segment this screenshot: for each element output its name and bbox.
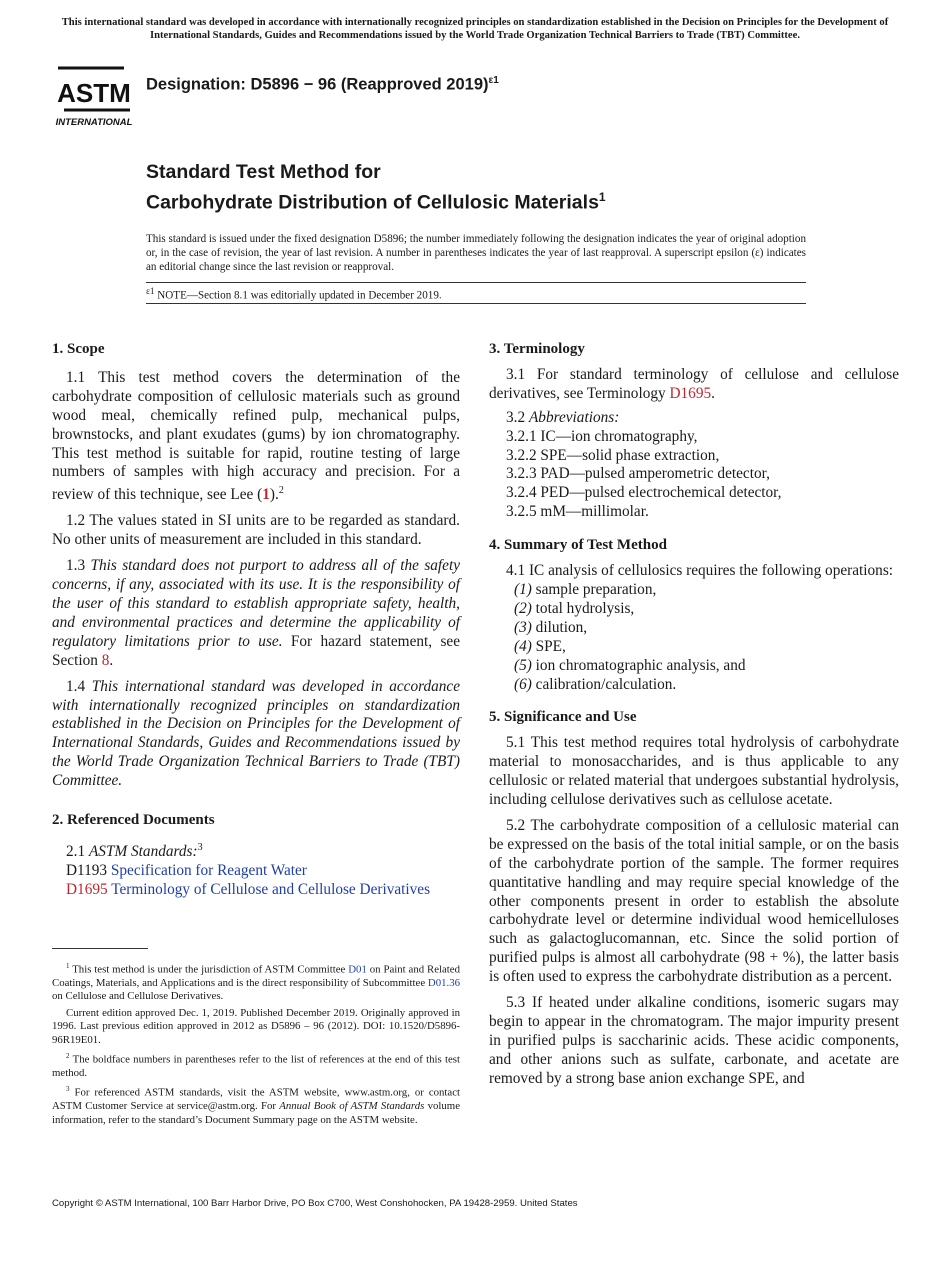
logo-sub: INTERNATIONAL xyxy=(55,117,133,128)
step-item: (4) SPE, xyxy=(514,637,566,655)
footnotes xyxy=(52,960,460,1127)
left-column xyxy=(52,340,460,900)
right-column xyxy=(489,340,899,1089)
section-heading-summary: 4. Summary of Test Method xyxy=(489,537,667,554)
step-item: (2) total hydrolysis, xyxy=(514,599,635,617)
abbr-item: 3.2.2 SPE—solid phase extraction, xyxy=(506,446,720,464)
section-heading-terminology: 3. Terminology xyxy=(489,341,585,357)
divider xyxy=(146,282,806,283)
designation: Designation: D5896 − 96 (Reapproved 2019)$^{\varepsilon 1}$ xyxy=(146,75,499,94)
abbr-item: 3.2.4 PED—pulsed electrochemical detector, xyxy=(506,484,782,502)
footnote-edition: Current edition approved Dec. 1, 2019. Published December 2019. Originally approved in 1996. Last previous edition approved in 2012 as D5896 – 96 (2012). DOI: 10.1520/D5896-96R19E01. xyxy=(52,1006,460,1046)
abbr-item: 3.2.1 IC—ion chromatography, xyxy=(506,427,698,445)
para-1-3: 1.3 This standard does not purport to address all of the safety concerns, if any, associated with its use. It is the responsibility of the user of this standard to establish appropriate safety, health, and environmental practices and determine the applicability of regulatory limitations prior to use. For hazard statement, see Section 8. xyxy=(52,557,461,669)
astm-logo xyxy=(54,58,134,130)
para-3-1: 3.1 For standard terminology of cellulose and cellulose derivatives, see Terminology D1695. xyxy=(489,365,899,402)
section-8-link[interactable]: 8 xyxy=(101,651,110,669)
para-5-1: 5.1 This test method requires total hydrolysis of carbohydrate material to monosaccharides, and is thus applicable to any cellulosic or related material that undergoes substantial hydrolysis, including cellulose derivatives such as cellulose acetate. xyxy=(489,734,899,809)
d1695-terminology-link[interactable]: D1695 xyxy=(669,384,712,402)
para-4-1: 4.1 IC analysis of cellulosics requires the following operations: xyxy=(506,562,894,580)
d1193-link[interactable]: Specification for Reagent Water xyxy=(110,861,307,879)
para-5-2: 5.2 The carbohydrate composition of a cellulosic material can be expressed on the basis of the total initial sample, or on the basis of the carbohydrate portion of the sample. The former requires quantitative handling and may require special knowledge of the other components present in order to establish the absolute carbohydrate level or determine individual wood hemicelluloses such as galactoglucomannan, etc. Since the solid portion of purified pulps is almost all carbohydrate (98 + %), the latter basis is often used to express the carbohydrate distribution as a percent. xyxy=(489,816,899,986)
d1695-code-link[interactable]: D1695 xyxy=(66,880,108,898)
title-line-1: Standard Test Method for xyxy=(146,161,381,183)
issued-under-statement: This standard is issued under the fixed designation D5896; the number immediately following the designation indicates the year of original adoption or, in the case of revision, the year of last revision. A number in parentheses indicates the year of last reapproval. A superscript epsilon (ε) indicates an editorial change since the last revision or reapproval. xyxy=(146,233,806,274)
abbr-item: 3.2.5 mM—millimolar. xyxy=(506,503,649,521)
d01-36-link[interactable]: D01.36 xyxy=(427,977,460,989)
ref-d1193: D1193 Specification for Reagent Water xyxy=(66,861,307,879)
abbr-item: 3.2.3 PAD—pulsed amperometric detector, xyxy=(506,465,770,483)
para-1-4: 1.4 This international standard was developed in accordance with internationally recognized principles on standardization established in the Decision on Principles for the Development of International Standards, Guides and Recommendations issued by the World Trade Organization Technical Barriers to Trade (TBT) Committee. xyxy=(52,677,460,790)
footnote-rule xyxy=(52,948,148,949)
d01-link[interactable]: D01 xyxy=(348,963,367,976)
step-item: (1) sample preparation, xyxy=(514,580,657,598)
footnote-1: $^1$ This test method is under the jurisdiction of ASTM Committee D01 on Paint and Related Coatings, Materials, and Applications and is the direct responsibility of Subcommittee D01.36 on Cellulose and Cellulose Derivatives. xyxy=(52,962,460,1003)
copyright-footer: Copyright © ASTM International, 100 Barr Harbor Drive, PO Box C700, West Conshohocken, PA 19428-2959. United States xyxy=(52,1198,578,1209)
para-5-3: 5.3 If heated under alkaline conditions, isomeric sugars may begin to appear in the chromatogram. The major impurity present in purified pulps is saccharinic acids. These acidic components, and other anions such as sulfate, carbonate, and acetate are removed by a strong base anion exchange SPE, and xyxy=(489,994,899,1087)
footnote-3: $^3$ For referenced ASTM standards, visit the ASTM website, www.astm.org, or contact ASTM Customer Service at service@astm.org. For Annual Book of ASTM Standards volume information, refer to the standard’s Document Summary page on the ASTM website. xyxy=(52,1085,460,1126)
section-heading-significance: 5. Significance and Use xyxy=(489,709,637,726)
editorial-note: $^{\varepsilon 1}$ NOTE—Section 8.1 was editorially updated in December 2019. xyxy=(146,287,442,302)
step-item: (5) ion chromatographic analysis, and xyxy=(514,656,746,674)
divider xyxy=(146,303,806,304)
section-heading-refdocs: 2. Referenced Documents xyxy=(52,812,215,829)
para-2-1: 2.1 ASTM Standards:$^3$ xyxy=(66,841,203,861)
para-1-1: 1.1 This test method covers the determination of the carbohydrate composition of cellulosic materials such as ground wood meal, chemically refined pulp, mechanical pulps, brownstocks, and plant exudates (gums) by ion chromatography. This test method is suitable for rapid, routine testing of large numbers of samples with high accuracy and precision. For a review of this technique, see Lee (1).$^2$ xyxy=(52,368,460,504)
step-item: (6) calibration/calculation. xyxy=(514,675,677,693)
para-3-2: 3.2 Abbreviations: xyxy=(506,408,620,426)
d1695-link[interactable]: Terminology of Cellulose and Cellulose Derivatives xyxy=(111,880,431,898)
document-title xyxy=(146,160,606,216)
logo-mark: ASTM xyxy=(57,78,131,108)
header-notice: This international standard was developed in accordance with internationally recognized principles on standardization established in the Decision on Principles for the Development of International Standards, Guides and Recommendations issued by the World Trade Organization Technical Barriers to Trade (TBT) Committee. xyxy=(61,17,889,41)
ref-d1695 xyxy=(52,881,460,900)
title-line-2: Carbohydrate Distribution of Cellulosic Materials$^1$ xyxy=(146,190,606,214)
footnote-2: $^2$ The boldface numbers in parentheses refer to the list of references at the end of this test method. xyxy=(52,1052,460,1080)
ref-link-1[interactable]: 1 xyxy=(262,486,270,504)
step-item: (3) dilution, xyxy=(514,618,588,636)
para-1-2: 1.2 The values stated in SI units are to be regarded as standard. No other units of measurement are included in this standard. xyxy=(52,512,460,549)
section-heading-scope: 1. Scope xyxy=(52,341,105,357)
